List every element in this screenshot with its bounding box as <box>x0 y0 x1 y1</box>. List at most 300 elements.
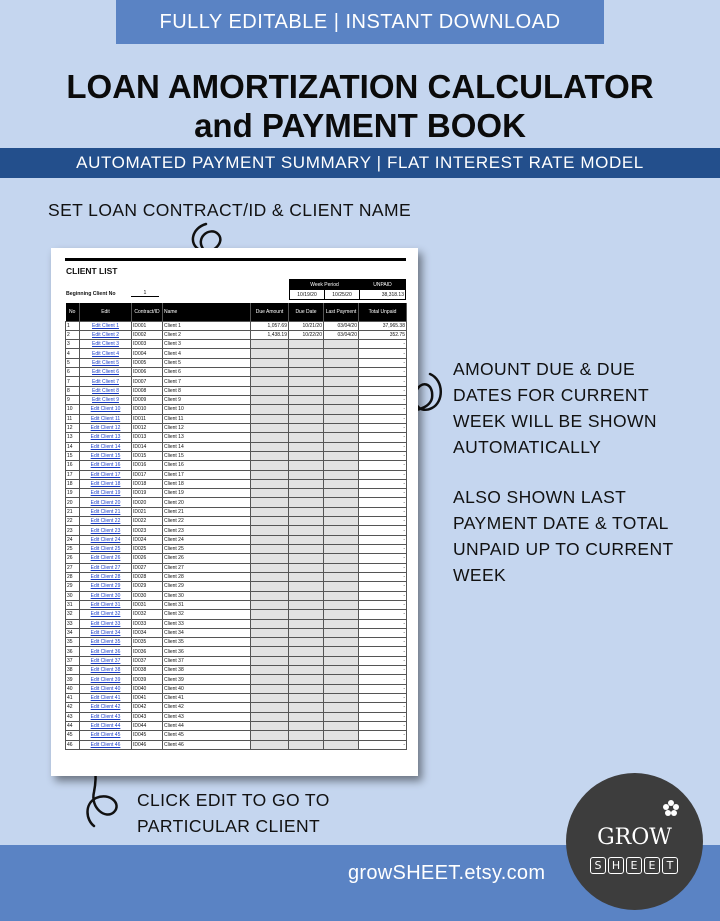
client-name-cell[interactable]: Client 24 <box>163 535 251 544</box>
client-name-cell[interactable]: Client 9 <box>163 396 251 405</box>
due-date-cell <box>289 358 324 367</box>
due-amount-cell <box>251 694 289 703</box>
client-name-cell[interactable]: Client 21 <box>163 507 251 516</box>
due-date-cell <box>289 414 324 423</box>
client-name-cell[interactable]: Client 6 <box>163 368 251 377</box>
table-row <box>66 647 407 656</box>
due-amount-cell <box>251 740 289 749</box>
edit-client-link[interactable]: Edit Client 13 <box>80 433 132 442</box>
contract-id-cell[interactable]: ID012 <box>132 423 163 432</box>
edit-client-link[interactable]: Edit Client 39 <box>80 675 132 684</box>
contract-id-cell[interactable]: ID038 <box>132 666 163 675</box>
table-row <box>66 638 407 647</box>
client-name-cell[interactable]: Client 34 <box>163 628 251 637</box>
logo-letter-tile: H <box>608 857 624 874</box>
logo-letter-tile: E <box>644 857 660 874</box>
contract-id-cell[interactable]: ID029 <box>132 582 163 591</box>
row-number: 21 <box>66 507 80 516</box>
total-unpaid-cell: - <box>359 647 407 656</box>
table-row <box>66 321 407 330</box>
client-name-cell[interactable]: Client 7 <box>163 377 251 386</box>
edit-client-link[interactable]: Edit Client 46 <box>80 740 132 749</box>
table-row <box>66 740 407 749</box>
edit-client-link[interactable]: Edit Client 28 <box>80 572 132 581</box>
due-date-cell <box>289 656 324 665</box>
total-unpaid-cell: - <box>359 414 407 423</box>
contract-id-cell[interactable]: ID014 <box>132 442 163 451</box>
subtitle-banner: AUTOMATED PAYMENT SUMMARY | FLAT INTEREST RATE MODEL <box>0 148 720 178</box>
client-table-header <box>66 303 407 321</box>
client-name-cell[interactable]: Client 19 <box>163 489 251 498</box>
edit-client-link[interactable]: Edit Client 16 <box>80 461 132 470</box>
last-payment-cell <box>324 563 359 572</box>
table-row <box>66 470 407 479</box>
callout-bottom <box>137 787 330 839</box>
client-name-cell[interactable]: Client 39 <box>163 675 251 684</box>
due-date-cell <box>289 507 324 516</box>
due-amount-cell <box>251 610 289 619</box>
callout-top: SET LOAN CONTRACT/ID & CLIENT NAME <box>48 200 412 220</box>
contract-id-cell[interactable]: ID007 <box>132 377 163 386</box>
due-date-cell <box>289 684 324 693</box>
contract-id-cell[interactable]: ID039 <box>132 675 163 684</box>
due-amount-cell <box>251 721 289 730</box>
contract-id-cell[interactable]: ID027 <box>132 563 163 572</box>
row-number: 9 <box>66 396 80 405</box>
table-row <box>66 545 407 554</box>
last-payment-cell <box>324 712 359 721</box>
total-unpaid-cell: - <box>359 358 407 367</box>
edit-client-link[interactable]: Edit Client 18 <box>80 479 132 488</box>
table-row <box>66 582 407 591</box>
contract-id-cell[interactable]: ID043 <box>132 712 163 721</box>
client-name-cell[interactable]: Client 18 <box>163 479 251 488</box>
edit-client-link[interactable]: Edit Client 37 <box>80 656 132 665</box>
due-date-cell <box>289 386 324 395</box>
row-number: 27 <box>66 563 80 572</box>
total-unpaid-cell: - <box>359 349 407 358</box>
due-date-cell <box>289 489 324 498</box>
contract-id-cell[interactable]: ID009 <box>132 396 163 405</box>
contract-id-cell[interactable]: ID040 <box>132 684 163 693</box>
last-payment-cell <box>324 461 359 470</box>
client-name-cell[interactable]: Client 17 <box>163 470 251 479</box>
total-unpaid-cell: - <box>359 591 407 600</box>
client-name-cell[interactable]: Client 4 <box>163 349 251 358</box>
client-name-cell[interactable]: Client 23 <box>163 526 251 535</box>
row-number: 25 <box>66 545 80 554</box>
client-name-cell[interactable]: Client 36 <box>163 647 251 656</box>
contract-id-cell[interactable]: ID037 <box>132 656 163 665</box>
client-name-cell[interactable]: Client 45 <box>163 731 251 740</box>
due-date-cell <box>289 349 324 358</box>
due-amount-cell <box>251 349 289 358</box>
contract-id-cell[interactable]: ID032 <box>132 610 163 619</box>
spreadsheet-preview <box>51 248 418 776</box>
last-payment-cell <box>324 377 359 386</box>
due-date-cell <box>289 740 324 749</box>
contract-id-cell[interactable]: ID026 <box>132 554 163 563</box>
col-header-name: Name <box>163 303 251 321</box>
edit-client-link[interactable]: Edit Client 32 <box>80 610 132 619</box>
contract-id-cell[interactable]: ID016 <box>132 461 163 470</box>
contract-id-cell[interactable]: ID010 <box>132 405 163 414</box>
client-name-cell[interactable]: Client 22 <box>163 517 251 526</box>
edit-client-link[interactable]: Edit Client 1 <box>80 321 132 330</box>
client-name-cell[interactable]: Client 43 <box>163 712 251 721</box>
row-number: 33 <box>66 619 80 628</box>
contract-id-cell[interactable]: ID019 <box>132 489 163 498</box>
table-row <box>66 405 407 414</box>
client-name-cell[interactable]: Client 27 <box>163 563 251 572</box>
edit-client-link[interactable]: Edit Client 34 <box>80 628 132 637</box>
due-date-cell <box>289 442 324 451</box>
last-payment-cell <box>324 628 359 637</box>
client-name-cell[interactable]: Client 1 <box>163 321 251 330</box>
title-line-1: LOAN AMORTIZATION CALCULATOR <box>66 68 654 105</box>
contract-id-cell[interactable]: ID046 <box>132 740 163 749</box>
week-start-date: 10/19/20 <box>290 290 325 300</box>
client-name-cell[interactable]: Client 46 <box>163 740 251 749</box>
edit-client-link[interactable]: Edit Client 7 <box>80 377 132 386</box>
row-number: 43 <box>66 712 80 721</box>
last-payment-cell <box>324 666 359 675</box>
total-unpaid-cell: - <box>359 703 407 712</box>
edit-client-link[interactable]: Edit Client 24 <box>80 535 132 544</box>
table-row <box>66 507 407 516</box>
due-amount-cell <box>251 358 289 367</box>
client-name-cell[interactable]: Client 8 <box>163 386 251 395</box>
contract-id-cell[interactable]: ID005 <box>132 358 163 367</box>
due-amount-cell <box>251 498 289 507</box>
total-unpaid-cell: - <box>359 638 407 647</box>
edit-client-link[interactable]: Edit Client 8 <box>80 386 132 395</box>
edit-client-link[interactable]: Edit Client 21 <box>80 507 132 516</box>
client-name-cell[interactable]: Client 35 <box>163 638 251 647</box>
total-unpaid-cell: - <box>359 498 407 507</box>
edit-client-link[interactable]: Edit Client 26 <box>80 554 132 563</box>
contract-id-cell[interactable]: ID031 <box>132 600 163 609</box>
last-payment-cell <box>324 535 359 544</box>
row-number: 35 <box>66 638 80 647</box>
table-row <box>66 675 407 684</box>
edit-client-link[interactable]: Edit Client 38 <box>80 666 132 675</box>
table-row <box>66 396 407 405</box>
table-row <box>66 712 407 721</box>
edit-client-link[interactable]: Edit Client 3 <box>80 340 132 349</box>
contract-id-cell[interactable]: ID028 <box>132 572 163 581</box>
due-amount-cell <box>251 479 289 488</box>
table-row <box>66 451 407 460</box>
client-name-cell[interactable]: Client 14 <box>163 442 251 451</box>
edit-client-link[interactable]: Edit Client 41 <box>80 694 132 703</box>
due-amount-cell <box>251 638 289 647</box>
edit-client-link[interactable]: Edit Client 29 <box>80 582 132 591</box>
client-name-cell[interactable]: Client 16 <box>163 461 251 470</box>
total-unpaid-cell: - <box>359 675 407 684</box>
row-number: 39 <box>66 675 80 684</box>
total-unpaid-cell: - <box>359 423 407 432</box>
client-name-cell[interactable]: Client 12 <box>163 423 251 432</box>
due-date-cell <box>289 526 324 535</box>
edit-client-link[interactable]: Edit Client 44 <box>80 721 132 730</box>
due-amount-cell <box>251 656 289 665</box>
contract-id-cell[interactable]: ID036 <box>132 647 163 656</box>
row-number: 37 <box>66 656 80 665</box>
total-unpaid-cell: - <box>359 535 407 544</box>
edit-client-link[interactable]: Edit Client 4 <box>80 349 132 358</box>
total-unpaid-cell: - <box>359 386 407 395</box>
client-name-cell[interactable]: Client 11 <box>163 414 251 423</box>
edit-client-link[interactable]: Edit Client 25 <box>80 545 132 554</box>
contract-id-cell[interactable]: ID033 <box>132 619 163 628</box>
edit-client-link[interactable]: Edit Client 36 <box>80 647 132 656</box>
row-number: 6 <box>66 368 80 377</box>
due-amount-cell <box>251 619 289 628</box>
last-payment-cell <box>324 451 359 460</box>
shop-link[interactable]: growSHEET.etsy.com <box>348 862 546 884</box>
contract-id-cell[interactable]: ID021 <box>132 507 163 516</box>
client-name-cell[interactable]: Client 25 <box>163 545 251 554</box>
table-row <box>66 610 407 619</box>
contract-id-cell[interactable]: ID042 <box>132 703 163 712</box>
last-payment-cell <box>324 610 359 619</box>
table-row <box>66 572 407 581</box>
due-date-cell <box>289 396 324 405</box>
edit-client-link[interactable]: Edit Client 19 <box>80 489 132 498</box>
contract-id-cell[interactable]: ID024 <box>132 535 163 544</box>
edit-client-link[interactable]: Edit Client 40 <box>80 684 132 693</box>
row-number: 19 <box>66 489 80 498</box>
due-date-cell <box>289 582 324 591</box>
client-name-cell[interactable]: Client 33 <box>163 619 251 628</box>
due-date-cell <box>289 666 324 675</box>
client-name-cell[interactable]: Client 42 <box>163 703 251 712</box>
edit-client-link[interactable]: Edit Client 14 <box>80 442 132 451</box>
contract-id-cell[interactable]: ID004 <box>132 349 163 358</box>
client-name-cell[interactable]: Client 37 <box>163 656 251 665</box>
client-name-cell[interactable]: Client 13 <box>163 433 251 442</box>
edit-client-link[interactable]: Edit Client 17 <box>80 470 132 479</box>
client-name-cell[interactable]: Client 41 <box>163 694 251 703</box>
total-unpaid-cell: - <box>359 433 407 442</box>
table-row <box>66 591 407 600</box>
edit-client-link[interactable]: Edit Client 6 <box>80 368 132 377</box>
row-number: 41 <box>66 694 80 703</box>
contract-id-cell[interactable]: ID025 <box>132 545 163 554</box>
client-name-cell[interactable]: Client 5 <box>163 358 251 367</box>
last-payment-cell <box>324 638 359 647</box>
contract-id-cell[interactable]: ID018 <box>132 479 163 488</box>
col-header-no: No <box>66 303 80 321</box>
col-header-due-date: Due Date <box>289 303 324 321</box>
due-date-cell <box>289 517 324 526</box>
last-payment-cell <box>324 368 359 377</box>
edit-client-link[interactable]: Edit Client 22 <box>80 517 132 526</box>
due-amount-cell <box>251 526 289 535</box>
contract-id-cell[interactable]: ID008 <box>132 386 163 395</box>
due-date-cell <box>289 731 324 740</box>
last-payment-cell <box>324 703 359 712</box>
contract-id-cell[interactable]: ID023 <box>132 526 163 535</box>
contract-id-cell[interactable]: ID020 <box>132 498 163 507</box>
row-number: 11 <box>66 414 80 423</box>
contract-id-cell[interactable]: ID044 <box>132 721 163 730</box>
contract-id-cell[interactable]: ID035 <box>132 638 163 647</box>
row-number: 44 <box>66 721 80 730</box>
edit-client-link[interactable]: Edit Client 5 <box>80 358 132 367</box>
sheet-top-rule <box>65 258 406 261</box>
due-date-cell <box>289 628 324 637</box>
due-date-cell <box>289 619 324 628</box>
col-header-total-unpaid: Total Unpaid <box>359 303 407 321</box>
due-date-cell <box>289 721 324 730</box>
due-amount-cell <box>251 423 289 432</box>
client-name-cell[interactable]: Client 2 <box>163 330 251 339</box>
edit-client-link[interactable]: Edit Client 42 <box>80 703 132 712</box>
last-payment-cell <box>324 526 359 535</box>
last-payment-cell <box>324 675 359 684</box>
client-name-cell[interactable]: Client 15 <box>163 451 251 460</box>
last-payment-cell <box>324 340 359 349</box>
row-number: 18 <box>66 479 80 488</box>
edit-client-link[interactable]: Edit Client 30 <box>80 591 132 600</box>
callout-bottom-line: PARTICULAR CLIENT <box>137 816 321 836</box>
total-unpaid-cell: - <box>359 507 407 516</box>
contract-id-cell[interactable]: ID034 <box>132 628 163 637</box>
client-name-cell[interactable]: Client 3 <box>163 340 251 349</box>
due-amount-cell <box>251 461 289 470</box>
last-payment-cell <box>324 694 359 703</box>
contract-id-cell[interactable]: ID006 <box>132 368 163 377</box>
edit-client-link[interactable]: Edit Client 43 <box>80 712 132 721</box>
total-unpaid-cell: - <box>359 694 407 703</box>
contract-id-cell[interactable]: ID045 <box>132 731 163 740</box>
edit-client-link[interactable]: Edit Client 35 <box>80 638 132 647</box>
callout-bottom-line: CLICK EDIT TO GO TO <box>137 790 330 810</box>
client-name-cell[interactable]: Client 31 <box>163 600 251 609</box>
client-name-cell[interactable]: Client 10 <box>163 405 251 414</box>
edit-client-link[interactable]: Edit Client 9 <box>80 396 132 405</box>
table-row <box>66 330 407 339</box>
table-row <box>66 433 407 442</box>
due-amount-cell <box>251 684 289 693</box>
due-amount-cell <box>251 396 289 405</box>
edit-client-link[interactable]: Edit Client 33 <box>80 619 132 628</box>
contract-id-cell[interactable]: ID003 <box>132 340 163 349</box>
contract-id-cell[interactable]: ID030 <box>132 591 163 600</box>
client-name-cell[interactable]: Client 44 <box>163 721 251 730</box>
row-number: 31 <box>66 600 80 609</box>
last-payment-cell <box>324 656 359 665</box>
table-row <box>66 554 407 563</box>
client-name-cell[interactable]: Client 30 <box>163 591 251 600</box>
due-date-cell: 10/22/20 <box>289 330 324 339</box>
last-payment-cell <box>324 489 359 498</box>
contract-id-cell[interactable]: ID013 <box>132 433 163 442</box>
client-name-cell[interactable]: Client 32 <box>163 610 251 619</box>
edit-client-link[interactable]: Edit Client 45 <box>80 731 132 740</box>
contract-id-cell[interactable]: ID001 <box>132 321 163 330</box>
contract-id-cell[interactable]: ID002 <box>132 330 163 339</box>
total-unpaid-cell: - <box>359 563 407 572</box>
beginning-client-input[interactable]: 1 <box>131 290 159 297</box>
row-number: 3 <box>66 340 80 349</box>
edit-client-link[interactable]: Edit Client 2 <box>80 330 132 339</box>
last-payment-cell <box>324 498 359 507</box>
client-name-cell[interactable]: Client 20 <box>163 498 251 507</box>
last-payment-cell <box>324 358 359 367</box>
row-number: 38 <box>66 666 80 675</box>
due-amount-cell <box>251 703 289 712</box>
client-name-cell[interactable]: Client 29 <box>163 582 251 591</box>
client-name-cell[interactable]: Client 38 <box>163 666 251 675</box>
contract-id-cell[interactable]: ID011 <box>132 414 163 423</box>
due-date-cell <box>289 545 324 554</box>
title-line-2: and PAYMENT BOOK <box>194 107 526 144</box>
due-amount-cell <box>251 666 289 675</box>
edit-client-link[interactable]: Edit Client 11 <box>80 414 132 423</box>
total-unpaid-cell: - <box>359 582 407 591</box>
last-payment-cell <box>324 396 359 405</box>
client-name-cell[interactable]: Client 28 <box>163 572 251 581</box>
due-date-cell <box>289 563 324 572</box>
due-date-cell <box>289 535 324 544</box>
due-date-cell <box>289 451 324 460</box>
contract-id-cell[interactable]: ID015 <box>132 451 163 460</box>
edit-client-link[interactable]: Edit Client 15 <box>80 451 132 460</box>
due-date-cell <box>289 377 324 386</box>
edit-client-link[interactable]: Edit Client 23 <box>80 526 132 535</box>
due-date-cell: 10/21/20 <box>289 321 324 330</box>
week-end-date: 10/25/20 <box>325 290 360 300</box>
table-row <box>66 423 407 432</box>
last-payment-cell <box>324 600 359 609</box>
beginning-client-label: Beginning Client No <box>66 291 116 297</box>
due-amount-cell <box>251 535 289 544</box>
last-payment-cell <box>324 554 359 563</box>
table-row <box>66 414 407 423</box>
due-amount-cell <box>251 433 289 442</box>
due-date-cell <box>289 610 324 619</box>
client-name-cell[interactable]: Client 40 <box>163 684 251 693</box>
growsheet-logo <box>566 773 703 910</box>
row-number: 46 <box>66 740 80 749</box>
due-amount-cell <box>251 451 289 460</box>
total-unpaid-cell: - <box>359 712 407 721</box>
table-row <box>66 731 407 740</box>
table-row <box>66 628 407 637</box>
edit-client-link[interactable]: Edit Client 10 <box>80 405 132 414</box>
total-unpaid-cell: - <box>359 721 407 730</box>
edit-client-link[interactable]: Edit Client 31 <box>80 600 132 609</box>
contract-id-cell[interactable]: ID022 <box>132 517 163 526</box>
total-unpaid-cell: - <box>359 600 407 609</box>
row-number: 16 <box>66 461 80 470</box>
due-amount-cell <box>251 489 289 498</box>
edit-client-link[interactable]: Edit Client 27 <box>80 563 132 572</box>
table-row <box>66 349 407 358</box>
table-row <box>66 368 407 377</box>
total-unpaid-cell: 37,965.38 <box>359 321 407 330</box>
contract-id-cell[interactable]: ID017 <box>132 470 163 479</box>
edit-client-link[interactable]: Edit Client 20 <box>80 498 132 507</box>
edit-client-link[interactable]: Edit Client 12 <box>80 423 132 432</box>
client-name-cell[interactable]: Client 26 <box>163 554 251 563</box>
last-payment-cell <box>324 414 359 423</box>
contract-id-cell[interactable]: ID041 <box>132 694 163 703</box>
total-unpaid-cell: - <box>359 377 407 386</box>
